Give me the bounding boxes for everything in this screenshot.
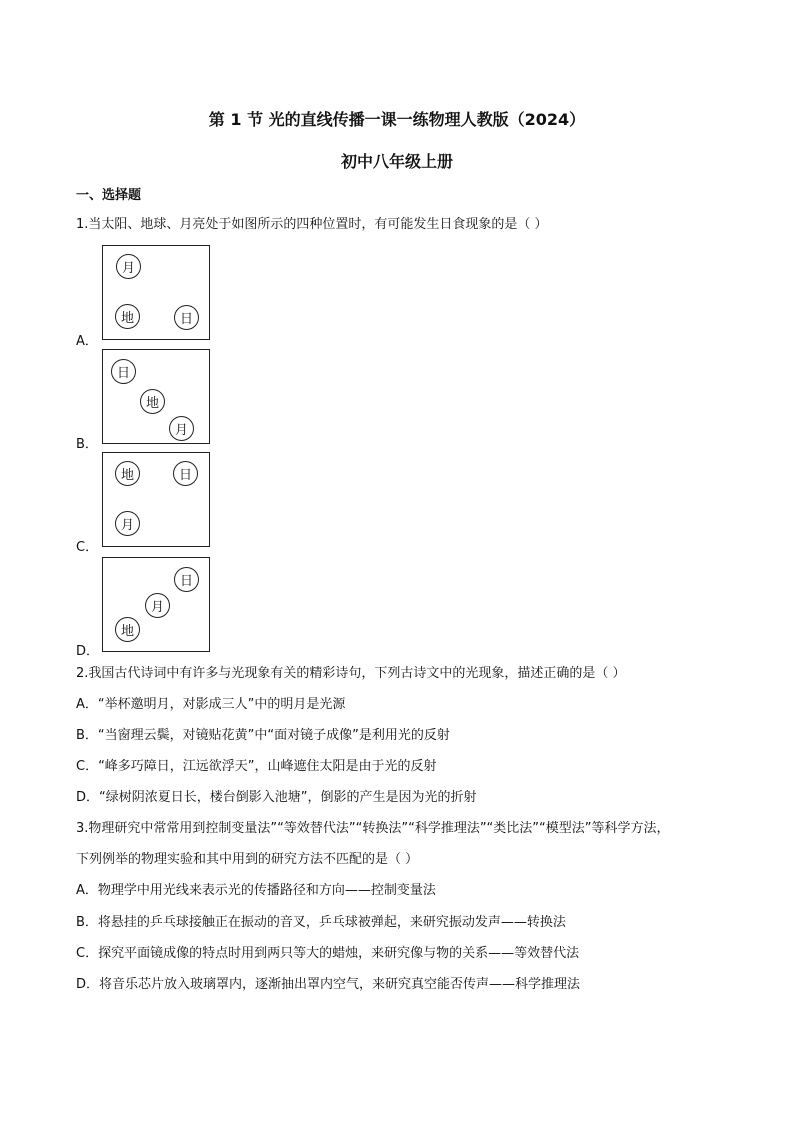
- sun-circle: 日: [111, 359, 136, 384]
- sun-circle: 日: [173, 461, 198, 486]
- q2-option-c[interactable]: C．“峰多巧障日，江远欲浮天”，山峰遮住太阳是由于光的反射: [76, 759, 437, 774]
- moon-circle: 月: [116, 254, 141, 279]
- sun-circle: 日: [174, 305, 199, 330]
- moon-circle: 月: [145, 593, 170, 618]
- q3-option-c[interactable]: C．探究平面镜成像的特点时用到两只等大的蜡烛，来研究像与物的关系——等效替代法: [76, 946, 580, 961]
- sun-circle: 日: [174, 567, 199, 592]
- q1-option-a-label[interactable]: A．: [76, 334, 98, 349]
- q1-option-d-label[interactable]: D．: [76, 644, 100, 659]
- moon-circle: 月: [115, 511, 140, 536]
- q1-option-c-diagram[interactable]: [102, 452, 210, 547]
- earth-circle: 地: [140, 389, 165, 414]
- section-heading: 一、选择题: [76, 188, 142, 203]
- question-3-stem-line-1: 3.物理研究中常常用到控制变量法”“等效替代法”“转换法”“科学推理法”“类比法”“模型法”等科学方法，: [76, 821, 670, 836]
- q3-option-d[interactable]: D．将音乐芯片放入玻璃罩内，逐渐抽出罩内空气，来研究真空能否传声——科学推理法: [76, 977, 581, 992]
- question-2-stem: 2.我国古代诗词中有许多与光现象有关的精彩诗句，下列古诗文中的光现象，描述正确的是（ ）: [76, 666, 626, 681]
- q1-option-c-label[interactable]: C．: [76, 540, 99, 555]
- q2-option-b[interactable]: B．“当窗理云鬓，对镜贴花黄”中“面对镜子成像”是利用光的反射: [76, 728, 450, 743]
- earth-circle: 地: [115, 617, 140, 642]
- q2-option-d[interactable]: D．“绿树阴浓夏日长，楼台倒影入池塘”，倒影的产生是因为光的折射: [76, 790, 477, 805]
- q3-option-a[interactable]: A．物理学中用光线来表示光的传播路径和方向——控制变量法: [76, 883, 436, 898]
- q3-option-b[interactable]: B．将悬挂的乒乓球接触正在振动的音叉，乒乓球被弹起，来研究振动发声——转换法: [76, 915, 566, 930]
- q1-option-b-diagram[interactable]: [102, 349, 210, 444]
- q1-option-a-diagram[interactable]: [102, 245, 210, 340]
- question-1-stem: 1.当太阳、地球、月亮处于如图所示的四种位置时，有可能发生日食现象的是（ ）: [76, 217, 548, 232]
- moon-circle: 月: [169, 416, 194, 441]
- q1-option-b-label[interactable]: B．: [76, 437, 98, 452]
- earth-circle: 地: [115, 461, 140, 486]
- page-title: 第 1 节 光的直线传播一课一练物理人教版（2024）: [208, 110, 586, 129]
- q1-option-d-diagram[interactable]: [102, 557, 210, 652]
- earth-circle: 地: [115, 304, 140, 329]
- q2-option-a[interactable]: A．“举杯邀明月，对影成三人”中的明月是光源: [76, 697, 346, 712]
- page-subtitle: 初中八年级上册: [340, 152, 453, 171]
- question-3-stem-line-2: 下列例举的物理实验和其中用到的研究方法不匹配的是（ ）: [76, 852, 419, 867]
